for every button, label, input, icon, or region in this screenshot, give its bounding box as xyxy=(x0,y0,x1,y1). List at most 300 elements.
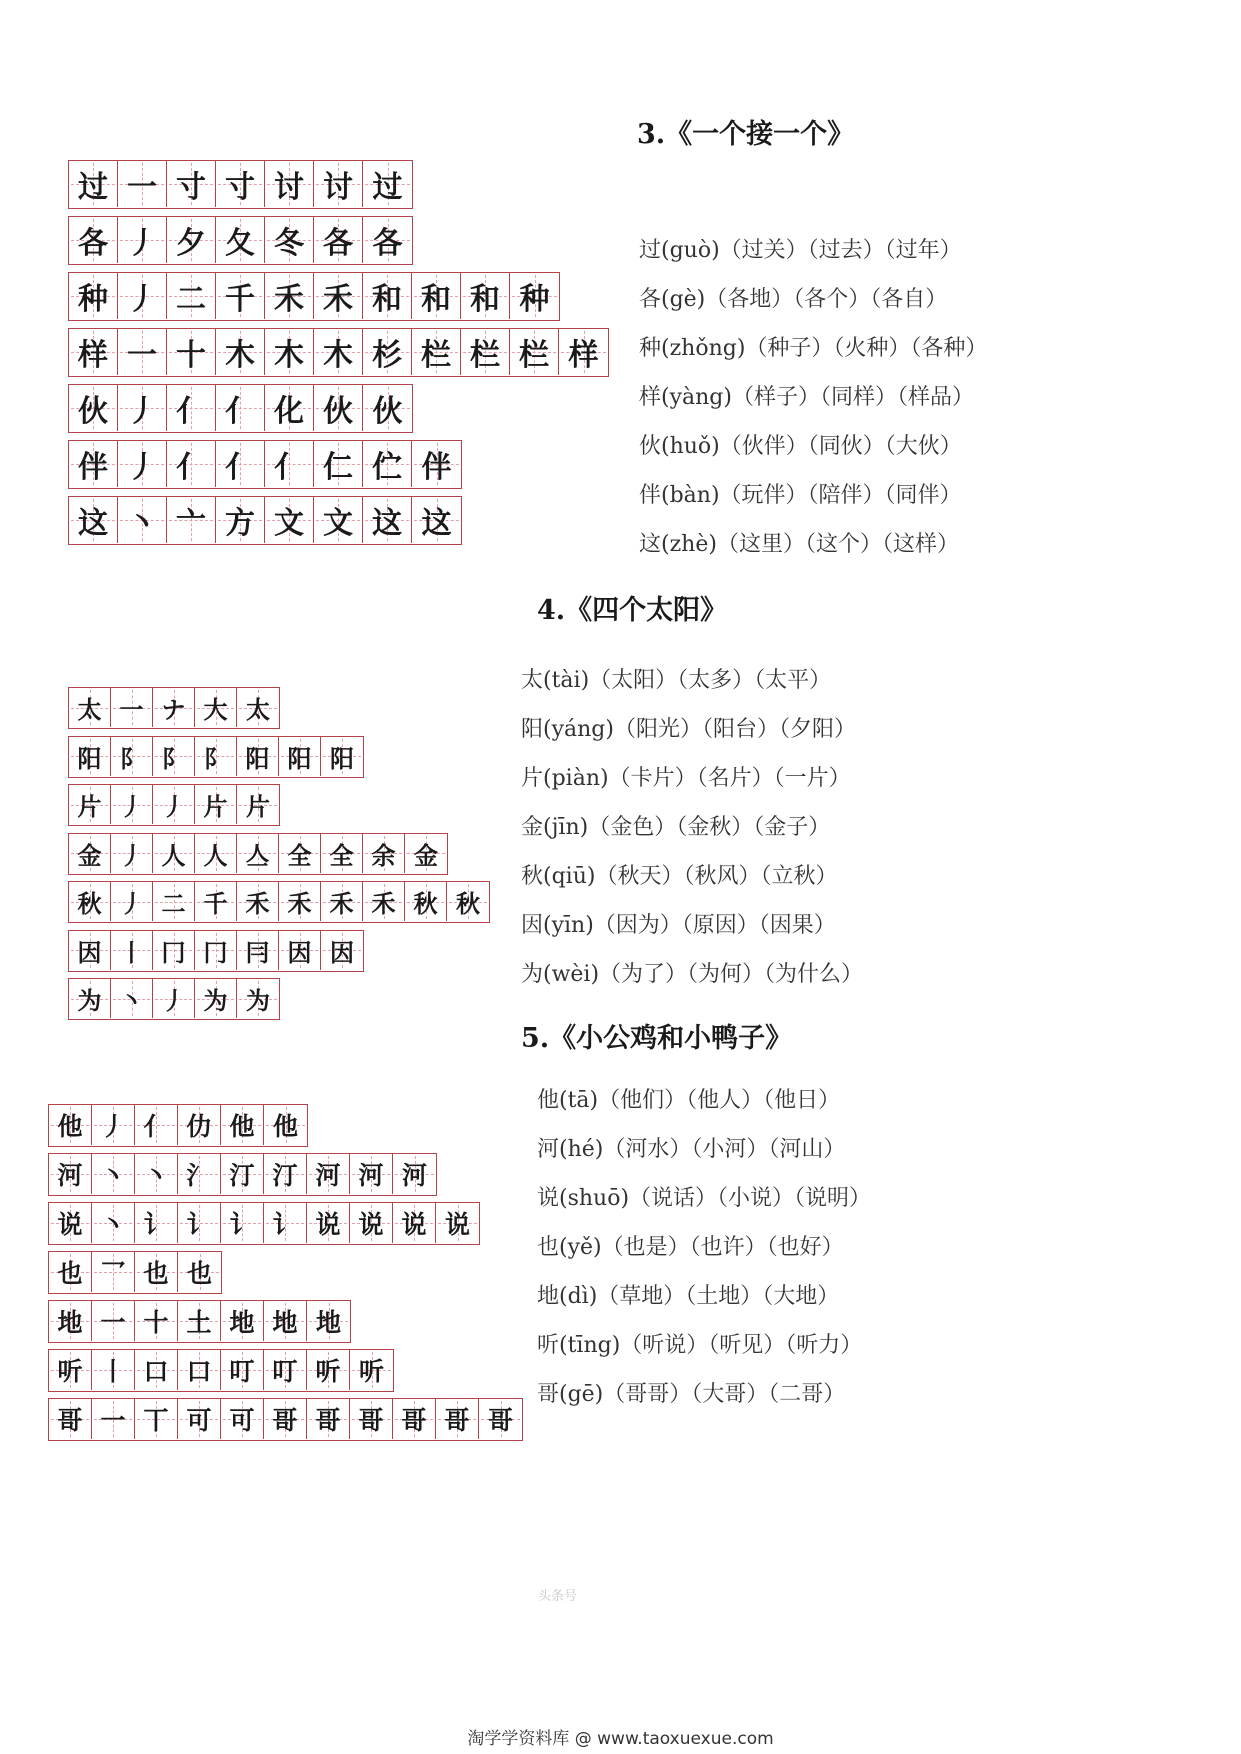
stroke-step-cell xyxy=(195,979,237,1018)
word-entry: 太(tài)（太阳）（太多）（太平） xyxy=(521,668,832,693)
stroke-step-cell xyxy=(265,329,314,375)
word-entry: 伴(bàn)（玩伴）（陪伴）（同伴） xyxy=(639,483,962,508)
character-cell xyxy=(69,161,118,207)
stroke-step-cell xyxy=(350,1350,393,1390)
stroke-glyph: 哥 xyxy=(57,1406,83,1435)
word-entry: 各(gè)（各地）（各个）（各自） xyxy=(639,287,948,312)
stroke-step-cell xyxy=(153,979,195,1018)
stroke-glyph: 各 xyxy=(78,226,108,261)
stroke-glyph: 木 xyxy=(323,338,353,373)
stroke-row xyxy=(68,930,364,972)
stroke-glyph: 各 xyxy=(372,226,403,261)
stroke-step-cell xyxy=(118,441,167,487)
stroke-glyph: 十 xyxy=(176,338,206,373)
word-entry: 样(yàng)（样子）（同样）（样品） xyxy=(639,385,974,410)
stroke-step-cell xyxy=(153,688,195,727)
stroke-step-cell xyxy=(92,1301,135,1341)
stroke-glyph: 丿 xyxy=(127,394,157,429)
stroke-glyph: 丿 xyxy=(100,1112,126,1141)
stroke-row xyxy=(48,1104,308,1147)
stroke-glyph: 禾 xyxy=(245,890,270,918)
stroke-step-cell xyxy=(135,1154,178,1194)
word-entry: 过(guò)（过关）（过去）（过年） xyxy=(639,238,962,263)
stroke-step-cell xyxy=(195,834,237,873)
stroke-step-cell xyxy=(412,329,461,375)
stroke-glyph: 讠 xyxy=(272,1210,298,1239)
stroke-glyph: 栏 xyxy=(519,338,549,373)
stroke-glyph: 汀 xyxy=(272,1161,298,1190)
stroke-glyph: 金 xyxy=(77,841,102,870)
word-entry: 为(wèi)（为了）（为何）（为什么） xyxy=(521,962,864,987)
stroke-glyph: 一 xyxy=(119,696,144,724)
word-entry: 秋(qiū)（秋天）（秋风）（立秋） xyxy=(521,864,838,889)
stroke-step-cell xyxy=(314,329,363,375)
word-entry: 伙(huǒ)（伙伴）（同伙）（大伙） xyxy=(639,434,962,459)
stroke-step-cell xyxy=(237,979,279,1018)
stroke-step-cell xyxy=(195,688,237,727)
stroke-step-cell xyxy=(167,385,216,431)
stroke-step-cell xyxy=(363,385,412,431)
stroke-glyph: 寸 xyxy=(176,170,206,205)
stroke-glyph: 说 xyxy=(57,1210,83,1239)
character-cell xyxy=(69,441,118,487)
stroke-glyph: 样 xyxy=(78,338,108,373)
stroke-glyph: 夕 xyxy=(176,226,206,261)
stroke-glyph: 栏 xyxy=(421,338,451,373)
stroke-step-cell xyxy=(216,441,265,487)
stroke-glyph: 种 xyxy=(78,282,108,317)
character-cell xyxy=(49,1399,92,1439)
stroke-glyph: 乛 xyxy=(100,1259,126,1288)
stroke-row xyxy=(68,833,448,875)
stroke-glyph: 过 xyxy=(372,170,403,205)
stroke-step-cell xyxy=(118,273,167,319)
stroke-step-cell xyxy=(167,441,216,487)
stroke-glyph: 文 xyxy=(274,506,304,541)
stroke-step-cell xyxy=(265,441,314,487)
stroke-step-cell xyxy=(195,785,237,824)
stroke-step-cell xyxy=(221,1350,264,1390)
stroke-glyph: 阝 xyxy=(203,744,228,773)
stroke-glyph: 讨 xyxy=(274,170,304,205)
stroke-glyph: 丨 xyxy=(119,938,144,967)
stroke-glyph: 大 xyxy=(203,696,228,724)
stroke-step-cell xyxy=(314,385,363,431)
stroke-step-cell xyxy=(363,441,412,487)
stroke-step-cell xyxy=(279,834,321,873)
stroke-step-cell xyxy=(216,385,265,431)
stroke-glyph: 人 xyxy=(203,841,228,870)
stroke-step-cell xyxy=(405,834,447,873)
stroke-step-cell xyxy=(167,217,216,263)
stroke-glyph: 丶 xyxy=(119,987,144,1015)
stroke-glyph: 和 xyxy=(470,282,500,317)
stroke-glyph: 讠 xyxy=(229,1210,255,1239)
stroke-row xyxy=(68,440,462,489)
stroke-step-cell xyxy=(412,273,461,319)
stroke-step-cell xyxy=(314,441,363,487)
stroke-step-cell xyxy=(135,1203,178,1243)
stroke-step-cell xyxy=(264,1105,307,1145)
stroke-step-cell xyxy=(264,1399,307,1439)
stroke-row xyxy=(48,1202,480,1245)
stroke-step-cell xyxy=(350,1399,393,1439)
stroke-glyph: 这 xyxy=(372,506,402,541)
stroke-glyph: 冬 xyxy=(274,226,304,261)
stroke-glyph: 和 xyxy=(421,282,451,317)
stroke-glyph: 太 xyxy=(246,696,270,724)
character-cell xyxy=(69,385,118,431)
character-cell xyxy=(69,882,111,921)
stroke-step-cell xyxy=(363,834,405,873)
stroke-step-cell xyxy=(237,785,279,824)
stroke-glyph: 二 xyxy=(176,282,206,317)
stroke-glyph: 丿 xyxy=(119,793,144,821)
character-cell xyxy=(49,1350,92,1390)
section-title-4: 4.《四个太阳》 xyxy=(537,595,728,626)
stroke-step-cell xyxy=(92,1350,135,1390)
stroke-step-cell xyxy=(237,882,279,921)
stroke-step-cell xyxy=(479,1399,522,1439)
stroke-glyph: 金 xyxy=(414,841,438,870)
stroke-glyph: 样 xyxy=(568,338,599,373)
stroke-step-cell xyxy=(307,1399,350,1439)
stroke-glyph: 阳 xyxy=(77,744,102,773)
stroke-step-cell xyxy=(216,497,265,543)
word-entry: 哥(gē)（哥哥）（大哥）（二哥） xyxy=(537,1382,846,1407)
stroke-glyph: 汀 xyxy=(229,1161,255,1190)
stroke-glyph: 阳 xyxy=(287,744,312,773)
stroke-glyph: 亻 xyxy=(225,450,255,485)
stroke-glyph: 河 xyxy=(358,1161,384,1190)
stroke-step-cell xyxy=(265,497,314,543)
stroke-glyph: 方 xyxy=(225,506,255,541)
stroke-row xyxy=(68,328,609,377)
stroke-glyph: 讠 xyxy=(143,1210,169,1239)
stroke-step-cell xyxy=(167,273,216,319)
character-cell xyxy=(69,497,118,543)
stroke-glyph: 冃 xyxy=(245,938,270,967)
stroke-glyph: 河 xyxy=(57,1161,83,1190)
stroke-step-cell xyxy=(237,688,279,727)
stroke-glyph: 二 xyxy=(161,890,186,918)
stroke-glyph: 哥 xyxy=(444,1406,470,1435)
stroke-glyph: 哥 xyxy=(272,1406,298,1435)
stroke-glyph: 余 xyxy=(371,841,396,870)
stroke-glyph: 全 xyxy=(287,841,312,870)
stroke-glyph: 亻 xyxy=(176,394,206,429)
stroke-glyph: 可 xyxy=(186,1406,212,1435)
stroke-glyph: 他 xyxy=(229,1112,255,1141)
stroke-step-cell xyxy=(363,217,412,263)
stroke-glyph: 听 xyxy=(57,1357,83,1386)
stroke-step-cell xyxy=(118,329,167,375)
stroke-row xyxy=(68,687,280,729)
section-title-5: 5.《小公鸡和小鸭子》 xyxy=(521,1023,793,1054)
stroke-glyph: 亻 xyxy=(176,450,206,485)
stroke-glyph: 禾 xyxy=(371,890,396,918)
stroke-glyph: 丶 xyxy=(143,1161,169,1190)
stroke-step-cell xyxy=(510,329,559,375)
stroke-glyph: 亠 xyxy=(176,506,206,541)
stroke-step-cell xyxy=(153,882,195,921)
stroke-step-cell xyxy=(363,497,412,543)
stroke-step-cell xyxy=(314,497,363,543)
stroke-glyph: 他 xyxy=(272,1112,298,1141)
stroke-step-cell xyxy=(314,273,363,319)
stroke-glyph: 丿 xyxy=(127,282,157,317)
stroke-glyph: 禾 xyxy=(287,890,312,918)
stroke-step-cell xyxy=(118,497,167,543)
stroke-step-cell xyxy=(216,329,265,375)
stroke-glyph: 因 xyxy=(330,938,354,967)
stroke-glyph: 因 xyxy=(287,938,312,967)
stroke-step-cell xyxy=(307,1154,350,1194)
stroke-row xyxy=(68,736,364,778)
stroke-glyph: 夂 xyxy=(225,226,255,261)
stroke-glyph: 片 xyxy=(77,793,102,821)
stroke-step-cell xyxy=(350,1203,393,1243)
stroke-step-cell xyxy=(237,834,279,873)
stroke-glyph: 哥 xyxy=(315,1406,341,1435)
stroke-row xyxy=(68,384,413,433)
stroke-glyph: 木 xyxy=(225,338,255,373)
stroke-step-cell xyxy=(92,1203,135,1243)
stroke-glyph: 过 xyxy=(78,170,108,205)
word-entry: 他(tā)（他们）（他人）（他日） xyxy=(537,1088,841,1113)
stroke-step-cell xyxy=(461,273,510,319)
stroke-step-cell xyxy=(264,1203,307,1243)
stroke-step-cell xyxy=(135,1252,178,1292)
stroke-glyph: 丿 xyxy=(127,450,157,485)
stroke-glyph: 地 xyxy=(229,1308,255,1337)
stroke-step-cell xyxy=(135,1350,178,1390)
stroke-step-cell xyxy=(264,1154,307,1194)
stroke-step-cell xyxy=(221,1399,264,1439)
word-entry: 说(shuō)（说话）（小说）（说明） xyxy=(537,1186,872,1211)
word-entry: 听(tīng)（听说）（听见）（听力） xyxy=(537,1333,863,1358)
stroke-step-cell xyxy=(350,1154,393,1194)
stroke-step-cell xyxy=(111,737,153,776)
stroke-step-cell xyxy=(178,1105,221,1145)
stroke-glyph: 也 xyxy=(186,1259,212,1288)
stroke-glyph: 为 xyxy=(203,987,228,1015)
stroke-glyph: 说 xyxy=(358,1210,384,1239)
stroke-glyph: 听 xyxy=(315,1357,341,1386)
character-cell xyxy=(69,217,118,263)
stroke-glyph: 说 xyxy=(401,1210,427,1239)
stroke-step-cell xyxy=(135,1105,178,1145)
stroke-step-cell xyxy=(363,161,412,207)
stroke-step-cell xyxy=(216,161,265,207)
stroke-glyph: 地 xyxy=(57,1308,83,1337)
stroke-step-cell xyxy=(221,1301,264,1341)
character-cell xyxy=(69,931,111,970)
stroke-glyph: 文 xyxy=(323,506,353,541)
stroke-step-cell xyxy=(279,882,321,921)
character-cell xyxy=(49,1154,92,1194)
stroke-glyph: 伫 xyxy=(372,450,402,485)
stroke-glyph: 杉 xyxy=(372,338,402,373)
character-cell xyxy=(69,273,118,319)
stroke-step-cell xyxy=(118,217,167,263)
stroke-step-cell xyxy=(321,931,363,970)
stroke-glyph: 禾 xyxy=(274,282,304,317)
stroke-glyph: 伴 xyxy=(78,450,108,485)
stroke-step-cell xyxy=(307,1301,350,1341)
stroke-glyph: 丿 xyxy=(161,987,186,1015)
stroke-step-cell xyxy=(111,882,153,921)
stroke-glyph: 说 xyxy=(444,1210,470,1239)
stroke-step-cell xyxy=(321,737,363,776)
stroke-step-cell xyxy=(393,1399,436,1439)
stroke-glyph: 太 xyxy=(77,696,102,724)
stroke-glyph: 秋 xyxy=(413,890,438,918)
stroke-step-cell xyxy=(167,161,216,207)
stroke-row xyxy=(48,1300,351,1343)
stroke-step-cell xyxy=(314,161,363,207)
word-entry: 地(dì)（草地）（土地）（大地） xyxy=(537,1284,840,1309)
stroke-step-cell xyxy=(307,1203,350,1243)
stroke-step-cell xyxy=(237,737,279,776)
stroke-glyph: 片 xyxy=(246,793,270,821)
stroke-glyph: 丶 xyxy=(100,1161,126,1190)
stroke-row xyxy=(68,784,280,826)
stroke-step-cell xyxy=(221,1105,264,1145)
stroke-glyph: 栏 xyxy=(470,338,500,373)
stroke-step-cell xyxy=(436,1203,479,1243)
stroke-step-cell xyxy=(178,1203,221,1243)
stroke-step-cell xyxy=(321,882,363,921)
stroke-glyph: 伙 xyxy=(78,394,108,429)
stroke-step-cell xyxy=(135,1301,178,1341)
stroke-step-cell xyxy=(363,273,412,319)
stroke-step-cell xyxy=(178,1154,221,1194)
stroke-glyph: 丿 xyxy=(119,890,144,918)
stroke-step-cell xyxy=(92,1399,135,1439)
stroke-glyph: 亻 xyxy=(274,450,304,485)
stroke-glyph: 秋 xyxy=(456,890,480,918)
stroke-glyph: 丿 xyxy=(127,226,157,261)
stroke-glyph: 亻 xyxy=(225,394,255,429)
stroke-glyph: 阳 xyxy=(245,744,270,773)
stroke-glyph: 伙 xyxy=(372,394,403,429)
stroke-glyph: 片 xyxy=(203,793,228,821)
stroke-glyph: 仂 xyxy=(186,1112,212,1141)
stroke-glyph: 也 xyxy=(57,1259,83,1288)
stroke-glyph: 丨 xyxy=(100,1357,126,1386)
stroke-glyph: 为 xyxy=(77,987,102,1015)
stroke-step-cell xyxy=(135,1399,178,1439)
stroke-glyph: 一 xyxy=(100,1308,126,1337)
stroke-step-cell xyxy=(363,882,405,921)
stroke-glyph: 阝 xyxy=(161,744,186,773)
stroke-glyph: 一 xyxy=(100,1406,126,1435)
stroke-glyph: 这 xyxy=(78,506,108,541)
word-entry: 也(yě)（也是）（也许）（也好） xyxy=(537,1235,844,1260)
stroke-step-cell xyxy=(118,161,167,207)
stroke-glyph: 口 xyxy=(143,1357,169,1386)
stroke-glyph: 地 xyxy=(272,1308,298,1337)
stroke-step-cell xyxy=(153,785,195,824)
stroke-glyph: 亼 xyxy=(245,841,270,870)
stroke-glyph: 亻 xyxy=(143,1112,169,1141)
word-entry: 金(jīn)（金色）（金秋）（金子） xyxy=(521,815,831,840)
word-entry: 这(zhè)（这里）（这个）（这样） xyxy=(639,532,959,557)
stroke-glyph: 一 xyxy=(127,170,157,205)
stroke-step-cell xyxy=(265,385,314,431)
stroke-row xyxy=(48,1349,394,1392)
stroke-step-cell xyxy=(412,497,461,543)
stroke-step-cell xyxy=(264,1350,307,1390)
stroke-step-cell xyxy=(92,1154,135,1194)
stroke-glyph: 丶 xyxy=(100,1210,126,1239)
stroke-step-cell xyxy=(279,737,321,776)
character-cell xyxy=(49,1301,92,1341)
stroke-glyph: 人 xyxy=(161,841,186,870)
stroke-step-cell xyxy=(178,1301,221,1341)
stroke-glyph: 河 xyxy=(401,1161,427,1190)
stroke-glyph: 各 xyxy=(323,226,353,261)
stroke-step-cell xyxy=(393,1203,436,1243)
stroke-step-cell xyxy=(447,882,489,921)
stroke-row xyxy=(68,216,413,265)
stroke-glyph: 听 xyxy=(358,1357,384,1386)
stroke-step-cell xyxy=(237,931,279,970)
character-cell xyxy=(69,834,111,873)
stroke-glyph: 十 xyxy=(143,1308,169,1337)
stroke-glyph: 寸 xyxy=(225,170,255,205)
stroke-glyph: 因 xyxy=(77,938,102,967)
stroke-step-cell xyxy=(393,1154,436,1194)
stroke-row xyxy=(68,881,490,923)
stroke-glyph: 阳 xyxy=(330,744,354,773)
stroke-glyph: 叮 xyxy=(272,1357,298,1386)
stroke-row xyxy=(48,1153,437,1196)
stroke-step-cell xyxy=(111,834,153,873)
stroke-glyph: 丅 xyxy=(143,1406,169,1435)
stroke-glyph: 秋 xyxy=(77,890,102,918)
stroke-step-cell xyxy=(405,882,447,921)
stroke-step-cell xyxy=(111,785,153,824)
stroke-step-cell xyxy=(111,979,153,1018)
stroke-step-cell xyxy=(111,931,153,970)
stroke-glyph: 和 xyxy=(372,282,402,317)
stroke-glyph: 禾 xyxy=(323,282,353,317)
stroke-glyph: 冂 xyxy=(161,938,186,967)
stroke-glyph: 氵 xyxy=(186,1161,212,1190)
stroke-step-cell xyxy=(153,931,195,970)
stroke-glyph: 河 xyxy=(315,1161,341,1190)
stroke-glyph: 一 xyxy=(127,338,157,373)
stroke-step-cell xyxy=(279,931,321,970)
word-entry: 河(hé)（河水）（小河）（河山） xyxy=(537,1137,846,1162)
stroke-glyph: 伴 xyxy=(421,450,452,485)
stroke-step-cell xyxy=(265,217,314,263)
footer-text: 淘学学资料库 @ www.taoxuexue.com xyxy=(467,1729,774,1749)
watermark-text: 头条号 xyxy=(538,1589,578,1604)
stroke-step-cell xyxy=(307,1350,350,1390)
stroke-row xyxy=(68,978,280,1020)
stroke-step-cell xyxy=(92,1252,135,1292)
stroke-step-cell xyxy=(559,329,608,375)
stroke-glyph: 他 xyxy=(57,1112,83,1141)
stroke-glyph: 哥 xyxy=(401,1406,427,1435)
stroke-glyph: 这 xyxy=(421,506,452,541)
stroke-row xyxy=(48,1251,222,1294)
stroke-glyph: 丿 xyxy=(161,793,186,821)
word-entry: 种(zhǒng)（种子）（火种）（各种） xyxy=(639,336,988,361)
